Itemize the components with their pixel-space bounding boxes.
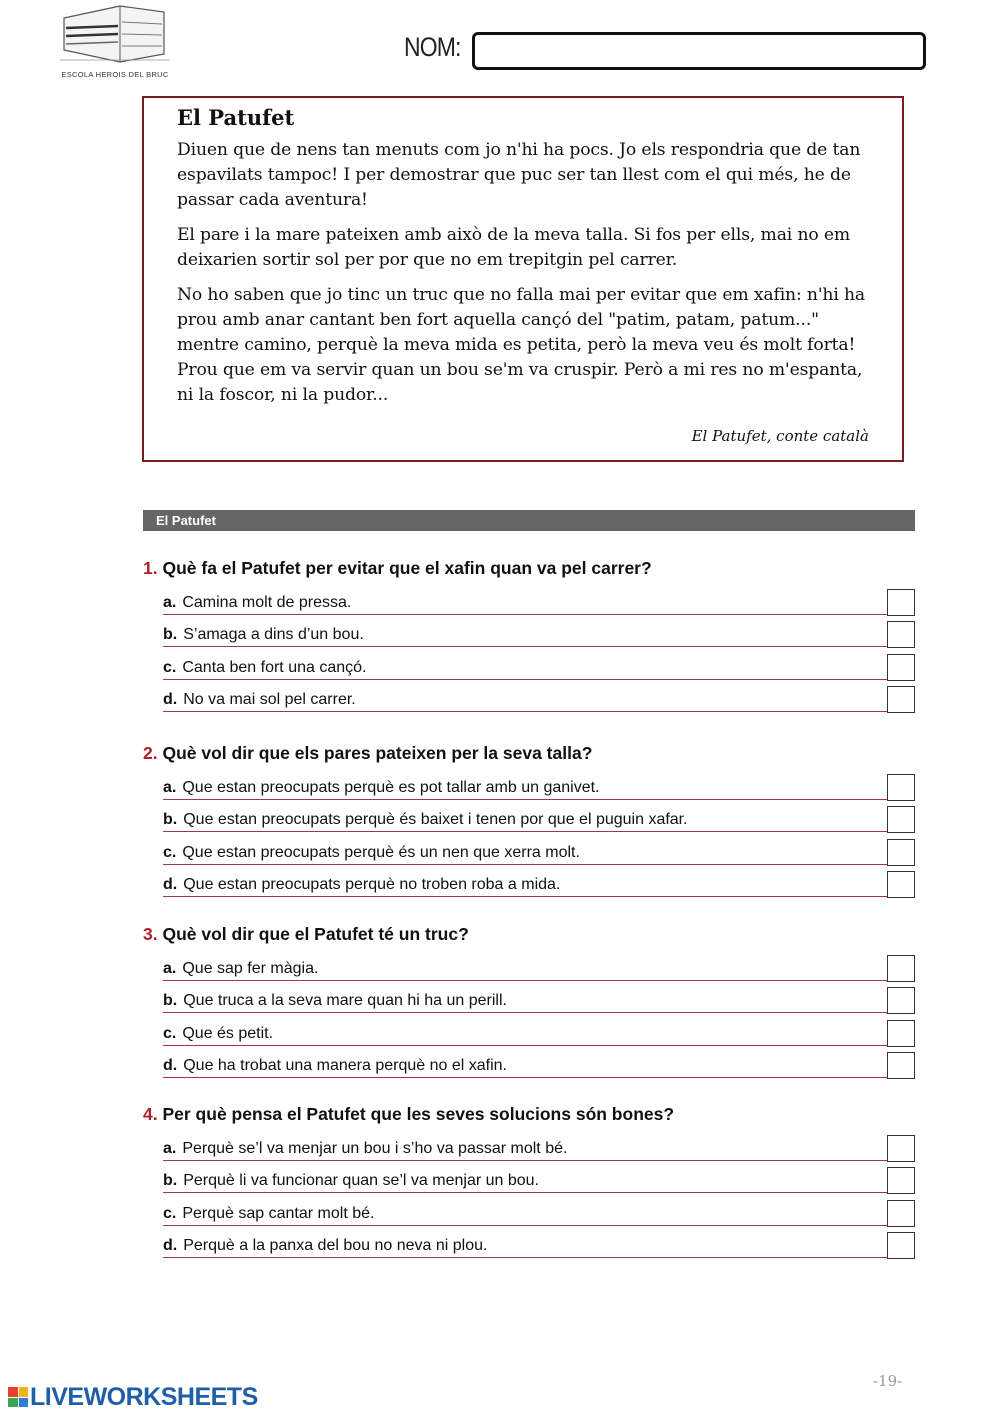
option-letter: c. — [163, 658, 177, 676]
option-d — [163, 865, 915, 898]
answer-checkbox[interactable] — [887, 806, 915, 833]
option-b — [163, 800, 915, 833]
reading-passage — [142, 96, 904, 462]
option-text: Que estan preocupats perquè és un nen que xerra molt. — [182, 843, 580, 861]
question-number: 4. — [143, 1104, 158, 1124]
answer-checkbox[interactable] — [887, 1167, 915, 1194]
question-text: Per què pensa el Patufet que les seves solucions són bones? — [162, 1104, 675, 1124]
option-letter: b. — [163, 811, 178, 829]
answer-checkbox[interactable] — [887, 955, 915, 982]
option-text: No va mai sol pel carrer. — [183, 691, 356, 709]
question-text: Què vol dir que els pares pateixen per la seva talla? — [162, 743, 593, 763]
option-letter: c. — [163, 1204, 177, 1222]
option-b — [163, 1161, 915, 1194]
liveworksheets-logo[interactable] — [8, 1382, 258, 1412]
option-text: Que és petit. — [182, 1024, 274, 1042]
option-b — [163, 981, 915, 1014]
reading-source: El Patufet, conte català — [691, 427, 869, 445]
option-text: Que ha trobat una manera perquè no el xafin. — [183, 1057, 507, 1075]
option-letter: b. — [163, 626, 178, 644]
answer-checkbox[interactable] — [887, 839, 915, 866]
reading-paragraph-1: Diuen que de nens tan menuts com jo n'hi ha pocs. Jo els respondria que de tan espavilats tampoc! I per demostrar que puc ser tan llest com el qui més, he de passar cada aventura! — [177, 140, 861, 210]
section-header: El Patufet — [143, 510, 915, 531]
name-input[interactable] — [472, 32, 926, 70]
school-name: ESCOLA HEROIS DEL BRUC — [61, 70, 169, 79]
answer-checkbox[interactable] — [887, 1020, 915, 1047]
option-letter: c. — [163, 1024, 177, 1042]
question-number: 3. — [143, 924, 158, 944]
option-text: Canta ben fort una cançó. — [182, 658, 367, 676]
school-logo — [56, 4, 174, 80]
option-letter: a. — [163, 593, 177, 611]
option-d — [163, 1226, 915, 1259]
question-number: 1. — [143, 558, 158, 578]
answer-checkbox[interactable] — [887, 1052, 915, 1079]
question-title — [143, 924, 915, 948]
option-letter: a. — [163, 1139, 177, 1157]
option-text: Que estan preocupats perquè és baixet i tenen por que el puguin xafar. — [183, 811, 688, 829]
option-text: Que estan preocupats perquè es pot tallar amb un ganivet. — [182, 778, 600, 796]
answer-checkbox[interactable] — [887, 621, 915, 648]
answer-checkbox[interactable] — [887, 1200, 915, 1227]
reading-paragraph-3: No ho saben que jo tinc un truc que no falla mai per evitar que em xafin: n'hi ha prou amb anar cantant ben fort aquella cançó del "patim, patam, patum..." mentre camino, perquè la meva mida es petita, però la meva veu és molt forta! Prou que em va servir quan un bou se'm va cruspir. Però a mi res no m'espanta, ni la foscor, ni la pudor... — [177, 285, 866, 405]
school-building-icon — [60, 4, 170, 66]
option-letter: a. — [163, 778, 177, 796]
question-text: Què fa el Patufet per evitar que el xafin quan va pel carrer? — [162, 558, 652, 578]
option-a — [163, 582, 915, 615]
option-text: S’amaga a dins d’un bou. — [183, 626, 364, 644]
option-text: Perquè a la panxa del bou no neva ni plou. — [183, 1237, 488, 1255]
option-c — [163, 647, 915, 680]
question-2 — [143, 743, 915, 897]
option-b — [163, 615, 915, 648]
answer-checkbox[interactable] — [887, 774, 915, 801]
answer-checkbox[interactable] — [887, 871, 915, 898]
option-letter: b. — [163, 1172, 178, 1190]
answer-checkbox[interactable] — [887, 686, 915, 713]
answer-checkbox[interactable] — [887, 589, 915, 616]
question-1 — [143, 558, 915, 712]
option-letter: d. — [163, 691, 178, 709]
option-text: Perquè se’l va menjar un bou i s’ho va passar molt bé. — [182, 1139, 568, 1157]
option-letter: d. — [163, 1057, 178, 1075]
option-letter: c. — [163, 843, 177, 861]
question-title — [143, 558, 915, 582]
option-text: Que sap fer màgia. — [182, 959, 319, 977]
liveworksheets-icon — [8, 1387, 28, 1407]
option-text: Que truca a la seva mare quan hi ha un perill. — [183, 992, 507, 1010]
answer-checkbox[interactable] — [887, 1135, 915, 1162]
option-a — [163, 767, 915, 800]
question-title — [143, 1104, 915, 1128]
reading-title: El Patufet — [177, 105, 295, 130]
question-text: Què vol dir que el Patufet té un truc? — [162, 924, 469, 944]
liveworksheets-brand: LIVEWORKSHEETS — [30, 1382, 258, 1411]
option-letter: a. — [163, 959, 177, 977]
option-d — [163, 1046, 915, 1079]
question-title — [143, 743, 915, 767]
option-c — [163, 832, 915, 865]
option-text: Perquè sap cantar molt bé. — [182, 1204, 375, 1222]
option-a — [163, 1128, 915, 1161]
page-number: -19- — [873, 1372, 903, 1390]
name-label: NOM: — [404, 32, 461, 62]
question-4 — [143, 1104, 915, 1258]
reading-paragraph-2: El pare i la mare pateixen amb això de la meva talla. Si fos per ells, mai no em deixarien sortir sol per por que no em trepitgin pel carrer. — [177, 225, 851, 270]
option-d — [163, 680, 915, 713]
option-text: Camina molt de pressa. — [182, 593, 352, 611]
option-c — [163, 1193, 915, 1226]
option-text: Perquè li va funcionar quan se’l va menjar un bou. — [183, 1172, 539, 1190]
question-number: 2. — [143, 743, 158, 763]
option-a — [163, 948, 915, 981]
option-c — [163, 1013, 915, 1046]
answer-checkbox[interactable] — [887, 1232, 915, 1259]
option-letter: d. — [163, 1237, 178, 1255]
answer-checkbox[interactable] — [887, 654, 915, 681]
option-text: Que estan preocupats perquè no troben roba a mida. — [183, 876, 561, 894]
option-letter: b. — [163, 992, 178, 1010]
answer-checkbox[interactable] — [887, 987, 915, 1014]
option-letter: d. — [163, 876, 178, 894]
question-3 — [143, 924, 915, 1078]
